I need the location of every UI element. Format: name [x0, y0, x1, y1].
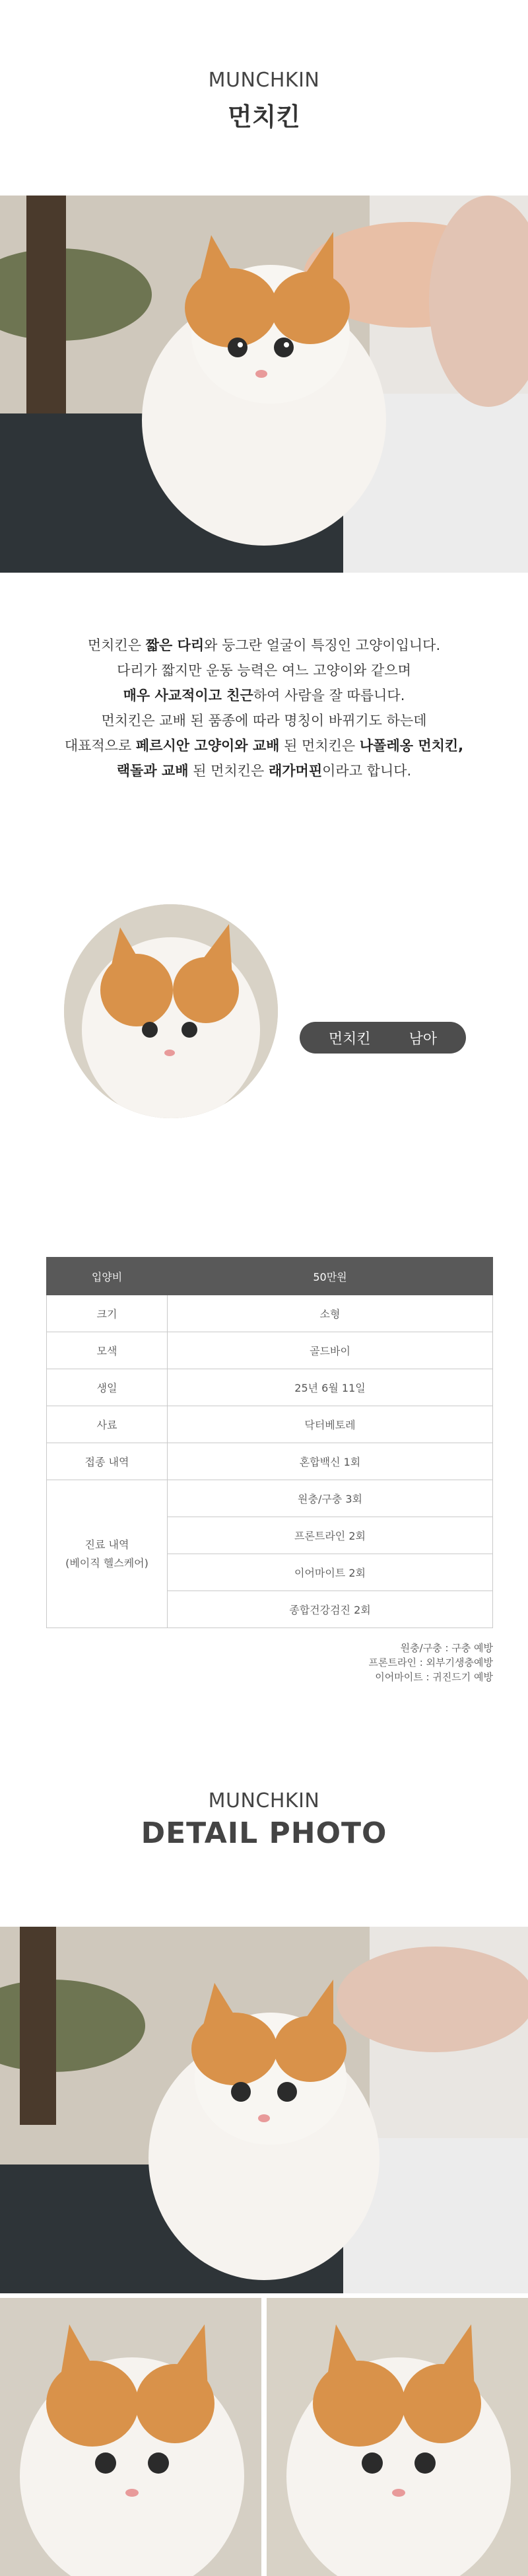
table-row: [47, 1332, 493, 1369]
header-title: 먼치킨: [227, 102, 301, 131]
care-notes: [369, 1641, 493, 1684]
description-line: 대표적으로 페르시안 고양이와 교배 된 먼치킨은 나폴레옹 먼치킨,: [64, 738, 464, 754]
row-value: 혼합백신 1회: [168, 1443, 493, 1480]
row-value: 25년 6월 11일: [168, 1369, 493, 1406]
detail-title: DETAIL PHOTO: [141, 1816, 387, 1850]
row-value: 소형: [168, 1295, 493, 1332]
detail-subtitle: MUNCHKIN: [208, 1789, 320, 1812]
row-label: 크기: [47, 1295, 168, 1332]
row-label: 접종 내역: [47, 1443, 168, 1480]
table-row: [47, 1369, 493, 1406]
care-history-label: 진료 내역 (베이직 헬스케어): [47, 1480, 168, 1628]
note-line: 이어마이트 : 귀진드기 예방: [375, 1671, 493, 1683]
care-item: 프론트라인 2회: [168, 1517, 493, 1554]
note-line: 프론트라인 : 외부기생충예방: [368, 1657, 493, 1668]
description-line: 매우 사교적이고 친근하여 사람을 잘 따릅니다.: [123, 688, 405, 703]
detail-photo-right: [267, 2298, 528, 2576]
description-line: 랙돌과 교배 된 먼치킨은 래가머핀이라고 합니다.: [116, 763, 412, 779]
row-value: 닥터베토레: [168, 1406, 493, 1443]
adoption-info-table: [46, 1257, 493, 1628]
breed-label: 먼치킨: [328, 1030, 371, 1048]
detail-photo-large: [0, 1927, 528, 2293]
care-item: 원충/구충 3회: [168, 1480, 493, 1517]
sex-label: 남아: [409, 1030, 438, 1048]
care-item: 이어마이트 2회: [168, 1554, 493, 1591]
table-row: [47, 1406, 493, 1443]
row-label: 모색: [47, 1332, 168, 1369]
note-line: 원충/구충 : 구충 예방: [400, 1642, 493, 1654]
row-value: 골드바이: [168, 1332, 493, 1369]
table-row: [47, 1480, 493, 1517]
adoption-fee-value: 50만원: [168, 1258, 493, 1295]
table-row: [47, 1295, 493, 1332]
header-subtitle: MUNCHKIN: [208, 69, 320, 92]
main-kitten-photo: [0, 196, 528, 573]
description-line: 다리가 짧지만 운동 능력은 여느 고양이와 같으며: [117, 662, 411, 678]
breed-description: [0, 633, 528, 783]
kitten-portrait-circle: [64, 904, 278, 1118]
table-row: [47, 1443, 493, 1480]
detail-photo-left: [0, 2298, 261, 2576]
description-line: 먼치킨은 교배 된 품종에 따라 명칭이 바뀌기도 하는데: [101, 713, 427, 729]
row-label: 사료: [47, 1406, 168, 1443]
table-header-row: [47, 1258, 493, 1295]
description-line: 먼치킨은 짧은 다리와 둥그란 얼굴이 특징인 고양이입니다.: [87, 637, 441, 653]
profile-badge: [300, 1022, 466, 1054]
row-label: 생일: [47, 1369, 168, 1406]
care-item: 종합건강검진 2회: [168, 1591, 493, 1628]
adoption-fee-label: 입양비: [47, 1258, 168, 1295]
